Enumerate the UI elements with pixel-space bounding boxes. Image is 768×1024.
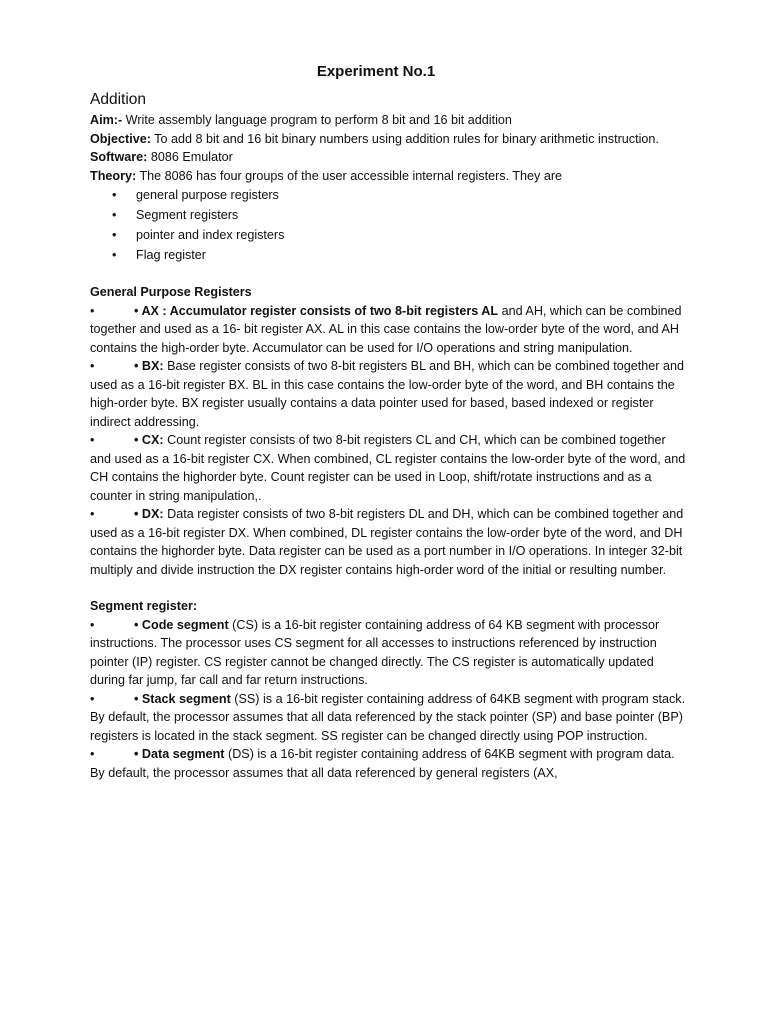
experiment-title: Experiment No.1 <box>316 63 436 80</box>
aim-line <box>90 111 690 130</box>
seg-ss-paragraph <box>90 690 690 746</box>
list-item: • general purpose registers <box>90 185 690 205</box>
experiment-subtitle: Addition <box>90 91 147 108</box>
theory-text: The 8086 has four groups of the user accessible internal registers. They are <box>136 168 563 183</box>
bullet-marker: • <box>90 433 95 447</box>
bullet-marker: • <box>90 359 95 373</box>
bullet-marker: • <box>90 747 95 761</box>
seg-ss-label: • Stack segment <box>134 691 231 706</box>
software-text: 8086 Emulator <box>147 150 233 164</box>
seg-ss-text: (SS) is a 16-bit register containing address of 64KB segment with program stack. By default, the processor assumes that all data referenced by the stack pointer (SP) and base pointer (BP) registers is located in the stack segment. SS register can be changed directly using POP instruction. <box>90 691 686 743</box>
seg-cs-text: (CS) is a 16-bit register containing address of 64 KB segment with processor instructions. The processor uses CS segment for all accesses to instructions referenced by instruction pointer (IP) register. CS register cannot be changed directly. The CS register is automatically updated during far jump, far call and far return instructions. <box>90 617 660 687</box>
seg-ds-paragraph <box>90 745 690 782</box>
theory-line <box>90 167 690 186</box>
objective-line <box>90 130 690 149</box>
gpr-dx-label: • DX: <box>134 507 164 521</box>
aim-text: Write assembly language program to perform 8 bit and 16 bit addition <box>122 113 512 127</box>
list-item: • pointer and index registers <box>90 225 690 245</box>
segment-heading: Segment register: <box>90 599 198 613</box>
gpr-heading: General Purpose Registers <box>90 285 252 299</box>
gpr-ax-paragraph <box>90 302 690 358</box>
gpr-dx-paragraph <box>90 505 690 579</box>
gpr-ax-text: and AH, which can be combined together and used as a 16- bit register AX. AL in this case contains the low-order byte of the word, and AH contains the high-order byte. Accumulator can be used for I/O operations and string manipulation. <box>90 303 682 355</box>
gpr-bx-label: • BX: <box>134 359 164 373</box>
list-item: • Flag register <box>90 245 690 265</box>
software-label: Software: <box>90 150 148 164</box>
gpr-cx-text: Count register consists of two 8-bit registers CL and CH, which can be combined together and used as a 16-bit register CX. When combined, CL register contains the low-order byte of the word, and CH contains the highorder byte. Count register can be used in Loop, shift/rotate instructions and as a counter in string manipulation,. <box>90 433 686 503</box>
gpr-bx-text: Base register consists of two 8-bit registers BL and BH, which can be combined together and used as a 16-bit register BX. BL in this case contains the low-order byte of the word, and BH contains the high-order byte. BX register usually contains a data pointer used for based, based indexed or register indirect addressing. <box>90 359 684 429</box>
bullet-marker: • <box>90 507 95 521</box>
aim-label: Aim:- <box>90 113 123 127</box>
theory-label: Theory: <box>90 168 137 183</box>
bullet-marker: • <box>90 691 95 706</box>
list-item: • Segment registers <box>90 205 690 225</box>
gpr-ax-label: • AX : Accumulator register consists of two 8-bit registers AL <box>134 303 499 318</box>
gpr-cx-label: • CX: <box>134 433 164 447</box>
objective-text: To add 8 bit and 16 bit binary numbers using addition rules for binary arithmetic instruction. <box>150 131 659 146</box>
bullet-marker: • <box>90 617 95 632</box>
gpr-dx-text: Data register consists of two 8-bit registers DL and DH, which can be combined together and used as a 16-bit register DX. When combined, DL register contains the low-order byte of the word, and DH contains the highorder byte. Data register can be used as a port number in I/O operations. In integer 32-bit multiply and divide instruction the DX register contains high-order word of the initial or resulting number. <box>90 507 684 577</box>
register-group-list <box>90 185 690 265</box>
software-line <box>90 148 690 167</box>
section-spacer <box>90 579 690 597</box>
seg-cs-paragraph <box>90 616 690 690</box>
objective-label: Objective: <box>90 131 151 146</box>
gpr-cx-paragraph <box>90 431 690 505</box>
seg-ds-label: • Data segment <box>134 747 225 761</box>
seg-ds-text: (DS) is a 16-bit register containing address of 64KB segment with program data. By default, the processor assumes that all data referenced by general registers (AX, <box>90 747 675 780</box>
document-page <box>90 62 690 782</box>
bullet-marker: • <box>90 303 95 318</box>
gpr-bx-paragraph <box>90 357 690 431</box>
seg-cs-label: • Code segment <box>134 617 229 632</box>
